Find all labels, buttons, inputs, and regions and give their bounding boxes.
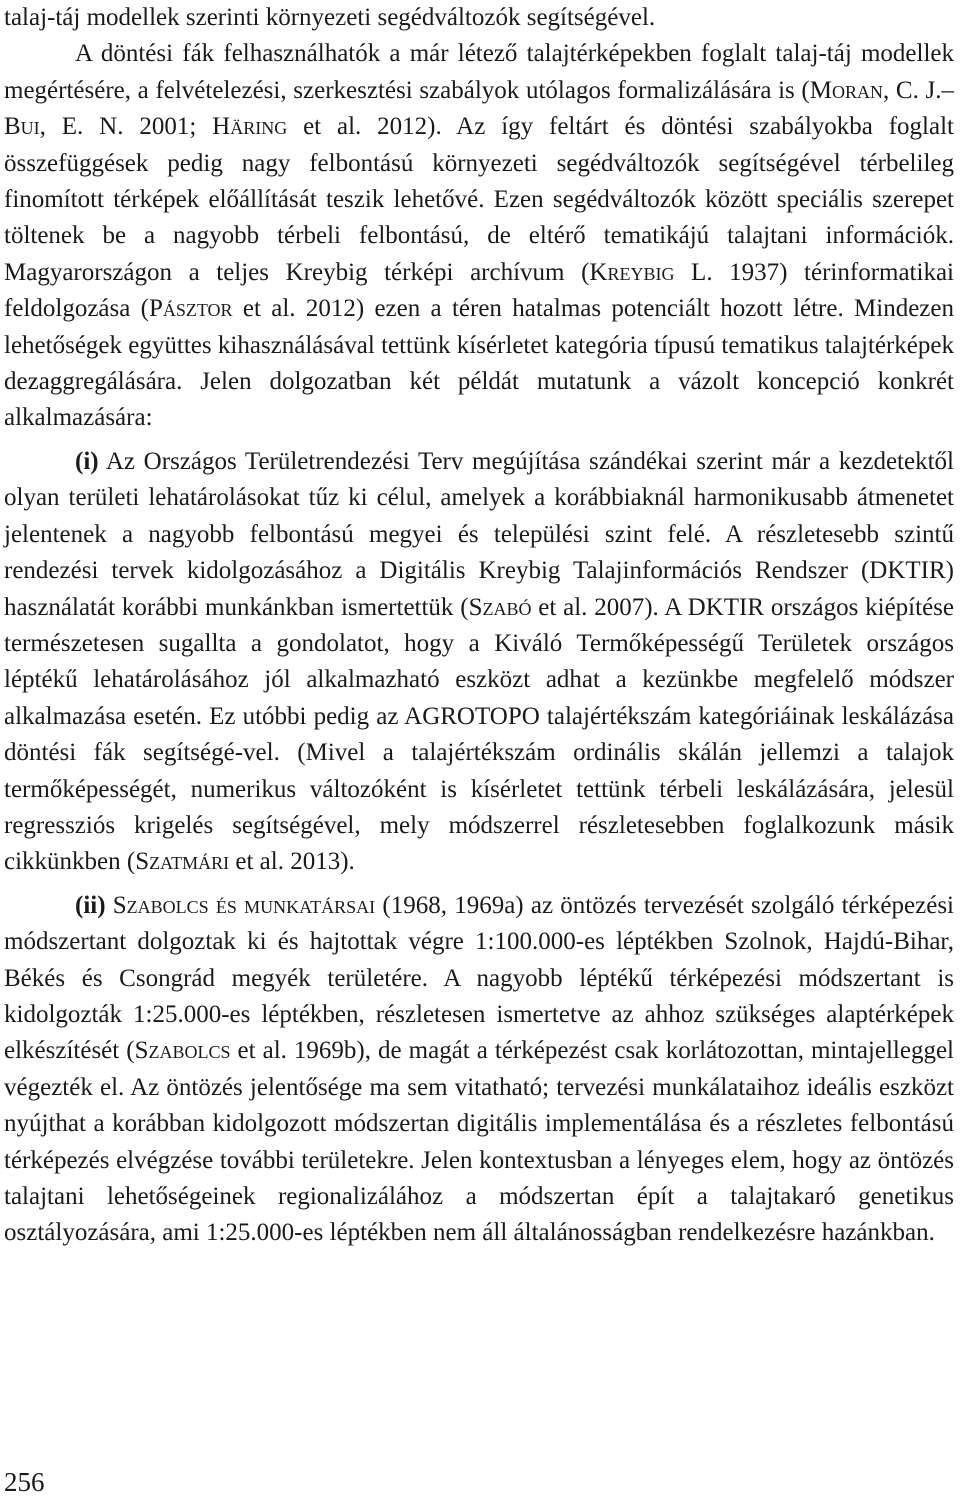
text-run: et al. 2012) ezen a téren hatalmas potenciált hozott létre. Mindezen lehetőségek együttes kihasználásával tettünk kísérletet kategória típusú tematikus talajtérképek dezaggregálására. Jelen dolgozatban két példát mutatunk a vázolt koncepció konkrét alkalmazására: xyxy=(4,295,955,432)
page-number: 256 xyxy=(4,1467,45,1497)
author-name: Häring xyxy=(212,113,288,141)
author-name: Pásztor xyxy=(148,295,233,323)
text-run: , C. J.– xyxy=(883,76,954,104)
text-run: L. 1937) térinformatikai feldolgozása ( xyxy=(4,258,954,323)
author-name: Kreybig xyxy=(589,258,675,286)
text-run: et al. 1969b), de magát a térképezést csak korlátozottan, mintajelleggel végezték el. Az öntözés jelentősége ma sem vitatható; tervezési munkálataihoz ideális eszközt nyújthat a korábban kidolgozott módszertan digitális implementálása és a részletes felbontású térképezés elvégzése további területekre. Jelen kontextusban a lényeges elem, hogy az öntözés talajtani lehetőségeinek regionalizálához a módszertan épít a talajtakaró genetikus osztályozására, ami 1:25.000-es léptékben nem áll általánosságban rendelkezésre hazánkban. xyxy=(4,1037,954,1247)
paragraph-item-i xyxy=(4,444,954,881)
item-marker: (i) xyxy=(75,447,99,475)
author-name: Szabolcs és munkatársai xyxy=(112,891,376,919)
text-run: (1968, 1969a) az öntözés tervezését szolgáló térképezési módszertant dolgoztak ki és hajtottak végre 1:100.000-es léptékben Szolnok, Hajdú-Bihar, Békés és Csongrád megyék területére. A nagyobb léptékű térképezési módszertant is kidolgozták 1:25.000-es léptékben, részletesen ismertetve az ahhoz szükséges alaptérképek elkészítését ( xyxy=(4,891,954,1065)
paragraph-continuation xyxy=(4,0,954,36)
item-marker: (ii) xyxy=(75,891,106,919)
text-run: Az Országos Területrendezési Terv megújítása szándékai szerint már a kezdetektől olyan területi lehatárolásokat tűz ki célul, amelyek a korábbiaknál harmonikusabb átmenetet jelentenek a nagyobb felbontású megyei és települési szint felé. A részletesebb szintű rendezési tervek kidolgozásához a Digitális Kreybig Talajinformációs Rendszer (DKTIR) használatát korábbi munkánkban ismertettük ( xyxy=(4,447,954,621)
text-run: et al. 2012). Az így feltárt és döntési szabályokba foglalt összefüggések pedig nagy felbontású környezeti segédváltozók segítségével térbelileg finomított térképek előállítását teszik lehetővé. Ezen segédváltozók között speciális szerepet töltenek be a nagyobb térbeli felbontású, de eltérő tematikájú talajtani információk. Magyarországon a teljes Kreybig térképi archívum ( xyxy=(4,113,954,286)
text-run xyxy=(106,892,113,919)
paragraph-decision-trees xyxy=(4,36,954,436)
text-run: , E. N. 2001; xyxy=(39,113,213,141)
author-name: Moran xyxy=(809,76,883,104)
author-name: Szatmári xyxy=(135,848,230,876)
text-run: et al. 2013). xyxy=(229,848,355,876)
text-run: talaj-táj modellek szerinti környezeti segédváltozók segítségével. xyxy=(4,4,656,31)
author-name: Szabó xyxy=(468,593,532,621)
author-name: Bui xyxy=(4,113,40,141)
text-run: et al. 2007). A DKTIR országos kiépítése természetesen sugallta a gondolatot, hogy a Kiváló Termőképességű Területek országos léptékű lehatárolásához jól alkalmazható eszközt adhat a kezünkbe megfelelő módszer alkalmazása esetén. Ez utóbbi pedig az AGROTOPO talajértékszám kategóriáinak leskálázása döntési fák segítségé-vel. (Mivel a talajértékszám ordinális skálán jellemzi a talajok termőképességét, numerikus változóként is kísérletet tettünk térbeli leskálázására, jelesül regressziós krigelés segítségével, mely módszerrel részletesebben foglalkozunk másik cikkünkben ( xyxy=(4,593,954,876)
author-name: Szabolcs xyxy=(134,1037,231,1065)
document-body xyxy=(4,0,954,1252)
paragraph-item-ii xyxy=(4,888,954,1252)
text-run: A döntési fák felhasználhatók a már létező talajtérképekben foglalt talaj-táj modellek megértésére, a felvételezési, szerkesztési szabályok utólagos formalizálására is ( xyxy=(4,40,954,104)
